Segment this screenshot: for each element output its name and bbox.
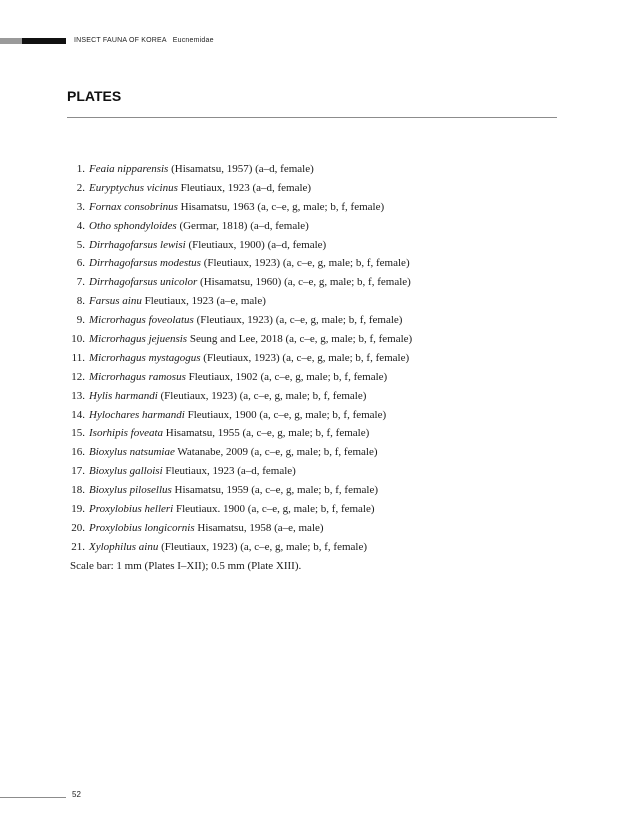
figure-parts: (a, c–e, g, male; b, f, female) [250, 446, 378, 459]
species-author: Hisamatsu, 1958 [197, 521, 272, 534]
figure-parts: (a–d, female) [250, 219, 309, 232]
species-author: Fleutiaux, 1923 [144, 295, 214, 308]
figure-parts: (a–e, male) [274, 521, 324, 534]
plate-number: 1. [76, 163, 85, 175]
species-author: Fleutiaux, 1923 [180, 181, 250, 194]
plate-item [70, 481, 412, 500]
species-author: (Germar, 1818) [179, 219, 248, 232]
species-author: Hisamatsu, 1963 [180, 200, 255, 213]
species-name: Dirrhagofarsus modestus [89, 257, 201, 270]
figure-parts: (a, c–e, g, male; b, f, female) [282, 351, 410, 364]
running-header [74, 36, 214, 46]
species-author: Watanabe, 2009 [177, 446, 249, 459]
species-author: (Hisamatsu, 1960) [200, 276, 282, 289]
plate-number: 7. [76, 276, 85, 289]
species-name: Proxylobius longicornis [89, 521, 195, 534]
species-author: Fleutiaux, 1900 [187, 408, 257, 421]
species-name: Dirrhagofarsus lewisi [89, 238, 186, 251]
plate-number: 13. [71, 389, 85, 402]
species-name: Microrhagus mystagogus [89, 351, 201, 364]
header-bar-gray [0, 38, 22, 44]
figure-parts: (a–e, male) [216, 295, 266, 308]
plates-list [70, 160, 412, 576]
species-author: Fleutiaux, 1923 [165, 465, 235, 478]
plate-item [70, 254, 412, 273]
figure-parts: (a, c–e, g, male; b, f, female) [282, 257, 410, 270]
species-name: Euryptychus vicinus [89, 181, 178, 194]
plate-item [70, 160, 412, 179]
figure-parts: (a, c–e, g, male; b, f, female) [239, 389, 367, 402]
plate-number: 17. [71, 465, 85, 478]
plate-item [70, 443, 412, 462]
figure-parts: (a, c–e, g, male; b, f, female) [259, 408, 387, 421]
plate-number: 2. [76, 181, 85, 194]
plate-number: 8. [76, 295, 85, 308]
figure-parts: (a, c–e, g, male; b, f, female) [247, 503, 375, 516]
figure-parts: (a, c–e, g, male; b, f, female) [242, 427, 370, 440]
species-name: Bioxylus galloisi [89, 465, 163, 478]
species-name: Xylophilus ainu [89, 540, 159, 553]
species-author: (Fleutiaux, 1923) [203, 351, 280, 364]
plate-item [70, 217, 412, 236]
plate-number: 16. [71, 446, 85, 459]
plate-number: 6. [76, 257, 85, 270]
plate-number: 20. [71, 521, 85, 534]
plate-item [70, 179, 412, 198]
plate-item [70, 424, 412, 443]
species-name: Bioxylus pilosellus [89, 484, 172, 497]
plate-number: 19. [71, 503, 85, 516]
species-author: Fleutiaux, 1902 [188, 370, 258, 383]
running-section: Eucnemidae [172, 37, 214, 44]
page-number: 52 [72, 790, 81, 799]
species-name: Proxylobius helleri [89, 503, 174, 516]
figure-parts: (a, c–e, g, male; b, f, female) [240, 540, 367, 553]
plate-number: 3. [76, 200, 85, 213]
plate-item [70, 519, 412, 538]
plate-item [70, 273, 412, 292]
plate-number: 12. [71, 370, 85, 383]
plate-item [70, 198, 412, 217]
figure-parts: (a, c–e, g, male; b, f, female) [260, 370, 388, 383]
species-name: Farsus ainu [89, 295, 142, 308]
species-author: Hisamatsu, 1955 [165, 427, 240, 440]
species-name: Microrhagus foveolatus [89, 314, 194, 327]
plate-number: 21. [71, 540, 85, 553]
species-author: (Fleutiaux, 1923) [196, 314, 273, 327]
plate-number: 9. [76, 314, 85, 327]
plate-number: 15. [71, 427, 85, 440]
species-name: Otho sphondyloides [89, 219, 177, 232]
species-author: Seung and Lee, 2018 [189, 333, 283, 346]
figure-parts: (a–d, female) [255, 163, 314, 175]
figure-parts: (a, c–e, g, male; b, f, female) [257, 200, 385, 213]
figure-parts: (a, c–e, g, male; b, f, female) [284, 276, 411, 289]
plate-item [70, 368, 412, 387]
plate-item [70, 387, 412, 406]
plate-number: 14. [71, 408, 85, 421]
title-rule [67, 117, 557, 118]
plate-item [70, 500, 412, 519]
species-author: (Fleutiaux, 1923) [203, 257, 281, 270]
plate-number: 10. [71, 333, 85, 346]
footer-rule [0, 797, 66, 798]
species-name: Microrhagus jejuensis [89, 333, 188, 346]
species-name: Feaia nipparensis [89, 163, 169, 175]
species-name: Bioxylus natsumiae [89, 446, 175, 459]
figure-parts: (a, c–e, g, male; b, f, female) [285, 333, 413, 346]
plate-number: 5. [76, 238, 85, 251]
figure-parts: (a, c–e, g, male; b, f, female) [251, 484, 378, 497]
figure-parts: (a–d, female) [267, 238, 327, 251]
species-name: Hylis harmandi [89, 389, 158, 402]
species-author: (Fleutiaux, 1923) [161, 540, 238, 553]
plate-item [70, 330, 412, 349]
plate-number: 4. [76, 219, 85, 232]
plate-item [70, 538, 412, 557]
page-title: PLATES [67, 88, 122, 104]
species-author: Fleutiaux. 1900 [175, 503, 246, 516]
scale-bar-note: Scale bar: 1 mm (Plates I–XII); 0.5 mm (Plate XIII). [70, 559, 302, 572]
species-author: (Fleutiaux, 1900) [188, 238, 265, 251]
header-bar-black [22, 38, 66, 44]
figure-parts: (a–d, female) [237, 465, 296, 478]
species-name: Hylochares harmandi [89, 408, 185, 421]
plate-item [70, 311, 412, 330]
plate-number: 18. [71, 484, 85, 497]
running-title: INSECT FAUNA OF KOREA [74, 37, 167, 44]
plate-item [70, 406, 412, 425]
plate-item [70, 349, 412, 368]
species-name: Fornax consobrinus [89, 200, 178, 213]
figure-parts: (a–d, female) [252, 181, 312, 194]
species-author: (Fleutiaux, 1923) [160, 389, 237, 402]
species-author: (Hisamatsu, 1957) [171, 163, 253, 175]
species-name: Isorhipis foveata [89, 427, 164, 440]
plate-item [70, 462, 412, 481]
plate-item [70, 236, 412, 255]
species-name: Microrhagus ramosus [89, 370, 186, 383]
species-name: Dirrhagofarsus unicolor [89, 276, 198, 289]
plate-item [70, 292, 412, 311]
species-author: Hisamatsu, 1959 [174, 484, 249, 497]
plate-number: 11. [71, 351, 85, 364]
figure-parts: (a, c–e, g, male; b, f, female) [275, 314, 403, 327]
